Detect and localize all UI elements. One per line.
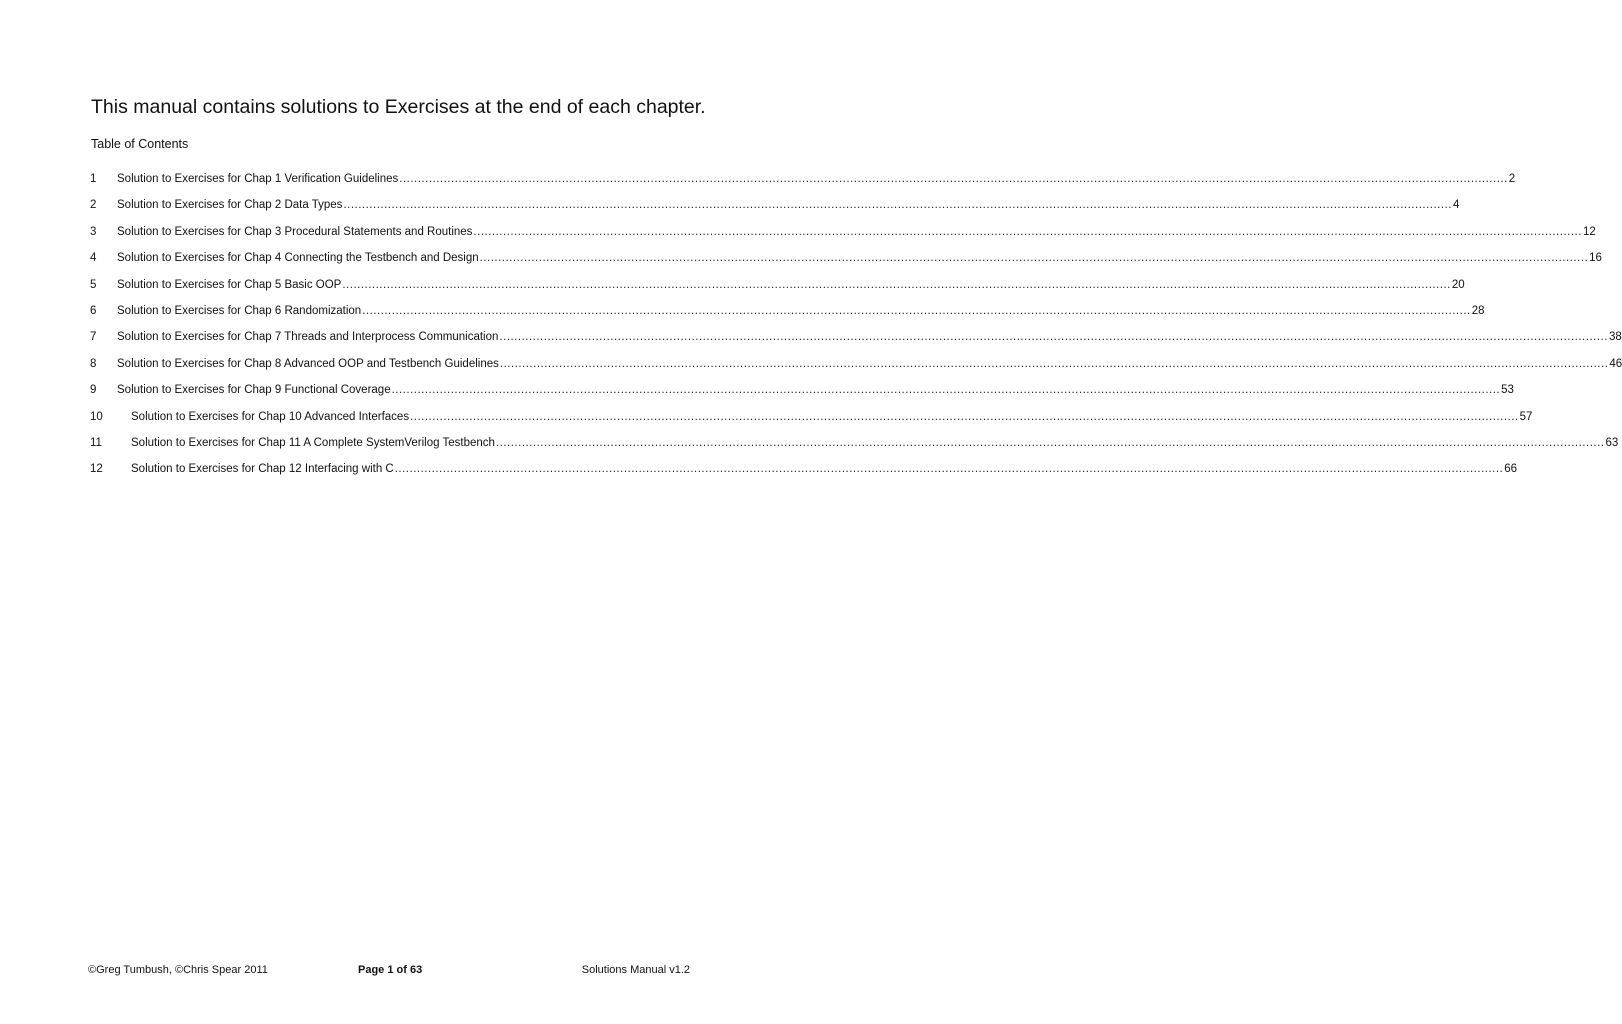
toc-entry-title: Solution to Exercises for Chap 4 Connecting the Testbench and Design xyxy=(117,252,479,265)
toc-entry-number: 9 xyxy=(90,384,97,397)
toc-leader-dots: ............................................................................................................................................................................................................................................................................................................ xyxy=(394,463,1504,476)
toc-leader-dots: ............................................................................................................................................................................................................................................................................................................ xyxy=(495,436,1605,449)
toc-entry-title: Solution to Exercises for Chap 3 Procedural Statements and Routines xyxy=(117,225,473,238)
toc-entry-title: Solution to Exercises for Chap 10 Advanced Interfaces xyxy=(131,410,410,423)
footer-page-number: Page 1 of 63 xyxy=(358,964,423,976)
page-footer xyxy=(88,961,690,979)
toc-entry[interactable] xyxy=(90,460,1518,486)
toc-entry-page: 4 xyxy=(1452,199,1460,212)
toc-entry[interactable] xyxy=(90,302,1485,328)
toc-entry-page: 12 xyxy=(1582,225,1596,238)
toc-entry[interactable] xyxy=(90,328,1622,354)
toc-entry-number: 5 xyxy=(90,278,97,291)
toc-entry-title: Solution to Exercises for Chap 5 Basic OOP xyxy=(117,278,342,291)
page-heading: This manual contains solutions to Exercises at the end of each chapter. xyxy=(91,96,706,118)
toc-leader-dots: ............................................................................................................................................................................................................................................................................................................ xyxy=(343,199,1452,212)
toc-entry[interactable] xyxy=(90,408,1533,434)
toc-entry-page: 53 xyxy=(1501,384,1514,397)
toc-entry[interactable] xyxy=(90,381,1514,407)
toc-entry-title: Solution to Exercises for Chap 6 Randomization xyxy=(117,304,362,317)
toc-entry-page: 28 xyxy=(1471,304,1485,317)
toc-entry-number: 11 xyxy=(90,436,102,449)
toc-entry-number: 4 xyxy=(90,252,97,265)
toc-leader-dots: ............................................................................................................................................................................................................................................................................................................ xyxy=(499,357,1609,370)
toc-leader-dots: ............................................................................................................................................................................................................................................................................................................ xyxy=(479,252,1589,265)
toc-entry-title: Solution to Exercises for Chap 11 A Complete SystemVerilog Testbench xyxy=(131,436,495,449)
toc-entry-page: 2 xyxy=(1508,173,1516,185)
toc-entry-number: 10 xyxy=(90,410,103,423)
toc-entry[interactable] xyxy=(90,196,1460,222)
toc-entry-page: 66 xyxy=(1504,463,1518,476)
footer-copyright: ©Greg Tumbush, ©Chris Spear 2011 xyxy=(88,964,268,976)
toc-entry-page: 57 xyxy=(1519,410,1533,423)
toc-entry-title: Solution to Exercises for Chap 8 Advanced OOP and Testbench Guidelines xyxy=(117,357,499,370)
toc-entry-number: 2 xyxy=(90,199,97,212)
toc-leader-dots: ............................................................................................................................................................................................................................................................................................................ xyxy=(342,278,1451,291)
toc-entry-title: Solution to Exercises for Chap 9 Functional Coverage xyxy=(117,384,391,397)
toc-entry-page: 16 xyxy=(1589,252,1602,265)
toc-entry-number: 1 xyxy=(90,173,97,185)
toc-entry-title: Solution to Exercises for Chap 12 Interfacing with C xyxy=(131,463,394,476)
toc-entry-page: 38 xyxy=(1608,331,1622,344)
toc-entry[interactable] xyxy=(90,276,1465,302)
toc-leader-dots: ............................................................................................................................................................................................................................................................................................................ xyxy=(391,384,1501,397)
toc-entry-number: 12 xyxy=(90,463,103,476)
toc-leader-dots: ............................................................................................................................................................................................................................................................................................................ xyxy=(410,410,1519,423)
toc-leader-dots: ............................................................................................................................................................................................................................................................................................................ xyxy=(399,173,1508,185)
toc-entry[interactable] xyxy=(90,170,1516,196)
toc-entry-number: 8 xyxy=(90,357,97,370)
toc-entry-title: Solution to Exercises for Chap 2 Data Types xyxy=(117,199,343,212)
toc-entry-title: Solution to Exercises for Chap 7 Threads and Interprocess Communication xyxy=(117,331,499,344)
toc-entry[interactable] xyxy=(90,223,1596,249)
toc-entry-page: 63 xyxy=(1605,436,1619,449)
table-of-contents xyxy=(90,170,1622,487)
toc-entry-number: 3 xyxy=(90,225,97,238)
toc-entry[interactable] xyxy=(90,434,1619,460)
toc-entry-page: 46 xyxy=(1609,357,1622,370)
footer-document-version: Solutions Manual v1.2 xyxy=(581,964,690,976)
toc-entry-number: 6 xyxy=(90,304,97,317)
toc-leader-dots: ............................................................................................................................................................................................................................................................................................................ xyxy=(362,304,1471,317)
toc-leader-dots: ............................................................................................................................................................................................................................................................................................................ xyxy=(473,225,1582,238)
toc-entry-page: 20 xyxy=(1451,278,1465,291)
toc-entry-number: 7 xyxy=(90,331,97,344)
toc-entry[interactable] xyxy=(90,355,1622,381)
toc-entry-title: Solution to Exercises for Chap 1 Verification Guidelines xyxy=(117,173,399,185)
toc-entry[interactable] xyxy=(90,249,1602,275)
toc-title: Table of Contents xyxy=(91,137,189,151)
toc-leader-dots: ............................................................................................................................................................................................................................................................................................................ xyxy=(499,331,1608,344)
